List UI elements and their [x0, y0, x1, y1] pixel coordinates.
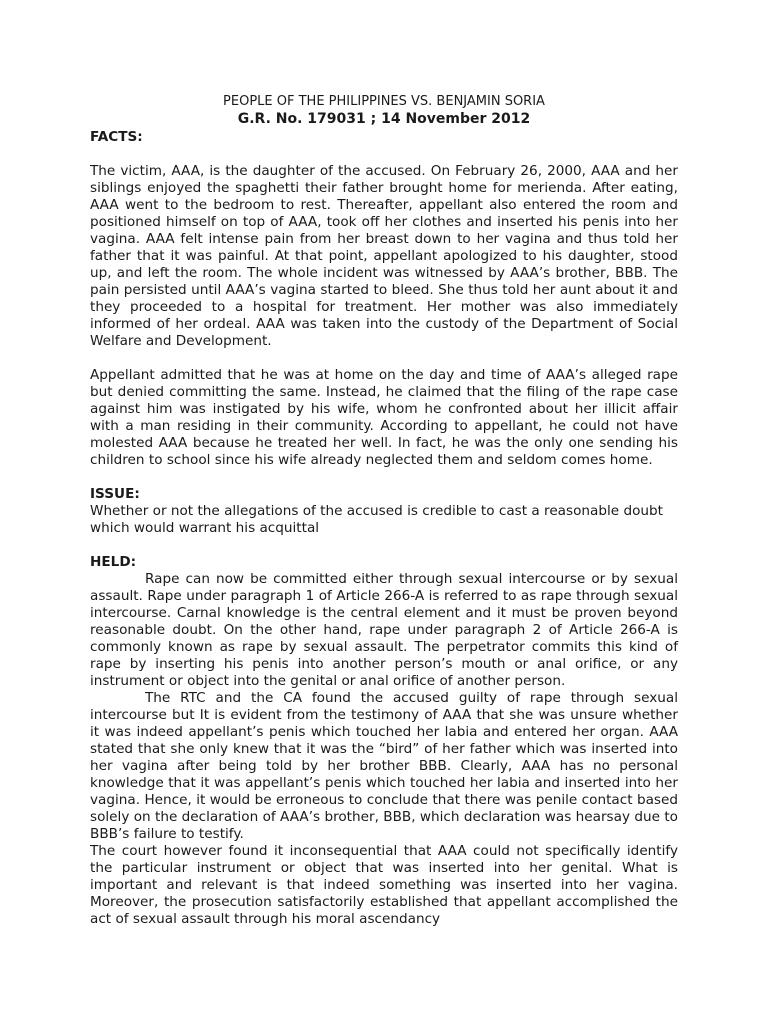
held-paragraph-3: The court however found it inconsequential that AAA could not specifically identify the particular instrument or object that was inserted into her genital. What is important and relevant is that indeed something was inserted into her vagina. Moreover, the prosecution satisfactorily established that appellant accomplished the act of sexual assault through his moral ascendancy: [90, 843, 678, 927]
facts-heading: FACTS:: [90, 129, 143, 145]
document-page: [90, 93, 678, 928]
case-title: PEOPLE OF THE PHILIPPINES VS. BENJAMIN SORIA: [223, 94, 545, 109]
held-paragraph-1: Rape can now be committed either through sexual intercourse or by sexual assault. Rape under paragraph 1 of Article 266-A is referred to as rape through sexual intercourse. Carnal knowledge is the central element and it must be proven beyond reasonable doubt. On the other hand, rape under paragraph 2 of Article 266-A is commonly known as rape by sexual assault. The perpetrator commits this kind of rape by inserting his penis into another person’s mouth or anal orifice, or any instrument or object into the genital or anal orifice of another person.: [90, 571, 678, 689]
held-paragraph-2: The RTC and the CA found the accused guilty of rape through sexual intercourse but It is evident from the testimony of AAA that she was unsure whether it was indeed appellant’s penis which touched her labia and entered her organ. AAA stated that she only knew that it was the “bird” of her father which was inserted into her vagina after being told by her brother BBB. Clearly, AAA has no personal knowledge that it was appellant’s penis which touched her labia and inserted into her vagina. Hence, it would be erroneous to conclude that there was penile contact based solely on the declaration of AAA’s brother, BBB, which declaration was hearsay due to BBB’s failure to testify.: [90, 690, 678, 842]
held-heading: HELD:: [90, 554, 137, 570]
gr-number: G.R. No. 179031 ; 14 November 2012: [237, 111, 531, 127]
facts-paragraph-1: The victim, AAA, is the daughter of the accused. On February 26, 2000, AAA and her siblings enjoyed the spaghetti their father brought home for merienda. After eating, AAA went to the bedroom to rest. Thereafter, appellant also entered the room and positioned himself on top of AAA, took off her clothes and inserted his penis into her vagina. AAA felt intense pain from her breast down to her vagina and thus told her father that it was painful. At that point, appellant apologized to his daughter, stood up, and left the room. The whole incident was witnessed by AAA’s brother, BBB. The pain persisted until AAA’s vagina started to bleed. She thus told her aunt about it and they proceeded to a hospital for treatment. Her mother was also immediately informed of her ordeal. AAA was taken into the custody of the Department of Social Welfare and Development.: [90, 163, 678, 349]
issue-heading: ISSUE:: [90, 486, 140, 502]
facts-paragraph-2: Appellant admitted that he was at home on the day and time of AAA’s alleged rape but denied committing the same. Instead, he claimed that the filing of the rape case against him was instigated by his wife, whom he confronted about her illicit affair with a man residing in their community. According to appellant, he could not have molested AAA because he treated her well. In fact, he was the only one sending his children to school since his wife already neglected them and seldom comes home.: [90, 367, 678, 468]
issue-text: Whether or not the allegations of the accused is credible to cast a reasonable doubt which would warrant his acquittal: [90, 503, 663, 536]
